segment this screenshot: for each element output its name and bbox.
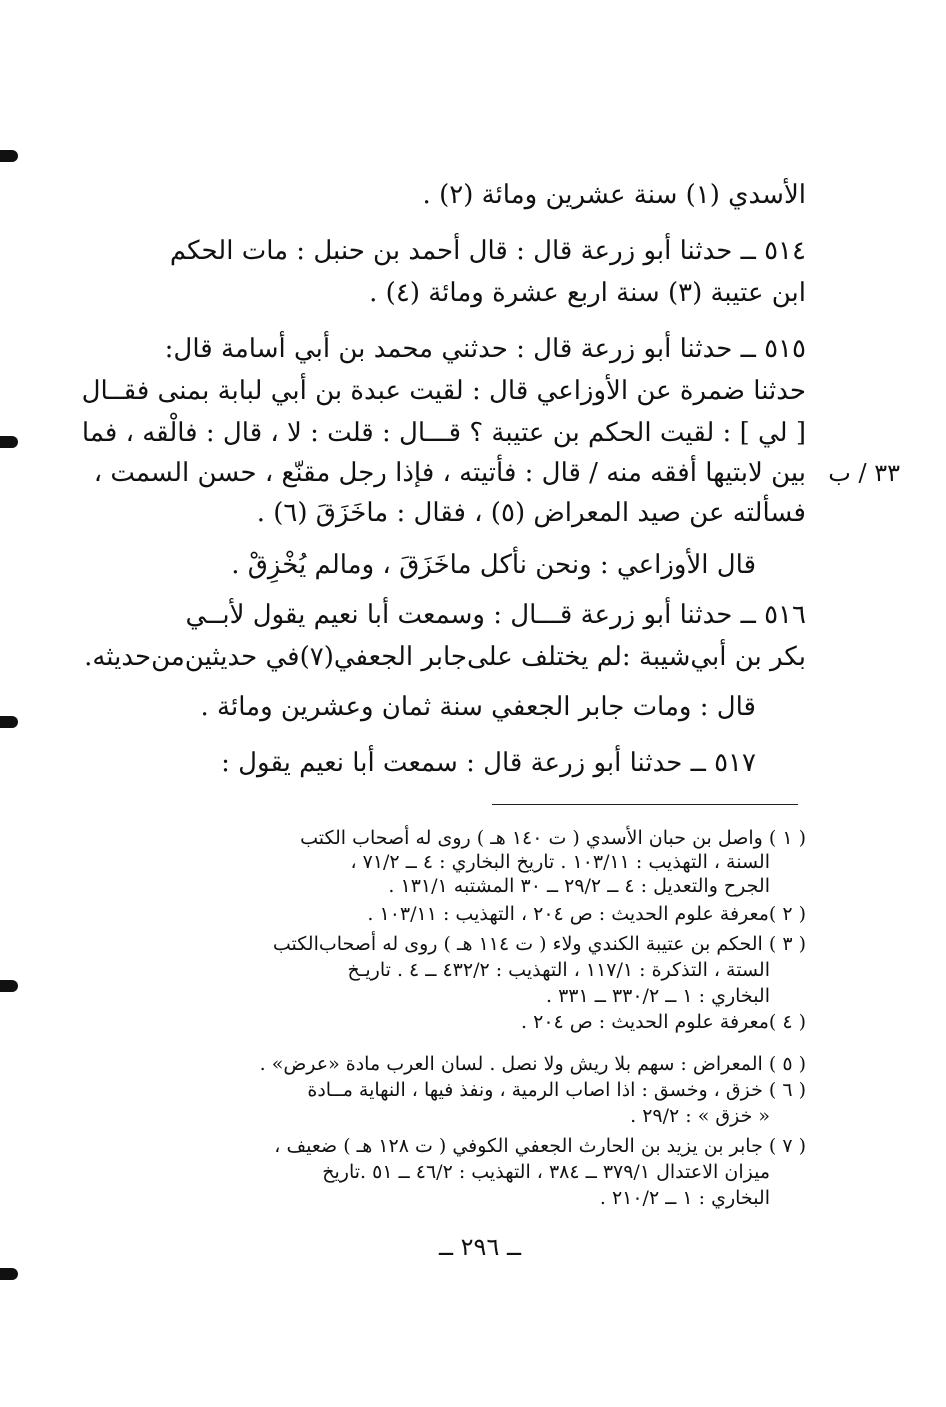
- body-line: قال : ومات جابر الجعفي سنة ثمان وعشرين ومائة .: [200, 692, 756, 722]
- page-number: ــ ٢٩٦ ــ: [438, 1233, 522, 1261]
- scan-edge-mark: [0, 1268, 18, 1280]
- footnote-line: البخاري : ١ ــ ٢١٠/٢ .: [599, 1187, 770, 1209]
- manuscript-folio-note: ٣٣ / ب: [828, 459, 900, 487]
- body-line: حدثنا ضمرة عن الأوزاعي قال : لقيت عبدة بن أبي لبابة بمنى فقــال: [81, 376, 806, 406]
- footnote-line: ( ٦ ) خزق ، وخسق : اذا اصاب الرمية ، ونفذ فيها ، النهاية مــادة: [307, 1079, 806, 1101]
- footnote-line: ميزان الاعتدال ٣٧٩/١ ــ ٣٨٤ ، التهذيب : ٤٦/٢ ــ ٥١ .تاريخ: [322, 1161, 770, 1183]
- body-line: ٥١٧ ــ حدثنا أبو زرعة قال : سمعت أبا نعيم يقول :: [221, 748, 756, 778]
- scan-edge-mark: [0, 150, 18, 162]
- body-line: ٥١٦ ــ حدثنا أبو زرعة قـــال : وسمعت أبا نعيم يقول لأبــي: [185, 600, 806, 630]
- footnote-separator: [492, 804, 798, 805]
- footnote-line: ( ٥ ) المعراض : سهم بلا ريش ولا نصل . لسان العرب مادة «عرض» .: [259, 1053, 806, 1075]
- body-line: [ لي ] : لقيت الحكم بن عتيبة ؟ قـــال : قلت : لا ، قال : فالْقه ، فما: [81, 418, 806, 448]
- body-line: بكر بن أبي‌شيبة :لم يختلف على‌جابر الجعفي(٧)في حديثين‌من‌حديثه.: [84, 642, 806, 672]
- body-line: فسألته عن صيد المعراض (٥) ، فقال : ماخَزَقَ (٦) .: [256, 498, 806, 528]
- footnote-line: الجرح والتعديل : ٤ ــ ٢٩/٢ ــ ٣٠ المشتبه ١٣١/١ .: [388, 875, 770, 897]
- body-line: ابن عتيبة (٣) سنة اربع عشرة ومائة (٤) .: [369, 278, 806, 308]
- footnote-line: البخاري : ١ ــ ٣٣٠/٢ ــ ٣٣١ .: [546, 985, 770, 1007]
- scan-edge-mark: [0, 980, 18, 992]
- scan-edge-mark: [0, 716, 18, 728]
- footnote-line: السنة ، التهذيب : ١٠٣/١١ . تاريخ البخاري : ٤ ــ ٧١/٢ ،: [350, 851, 770, 873]
- footnote-line: ( ٧ ) جابر بن يزيد بن الحارث الجعفي الكوفي ( ت ١٢٨ هـ ) ضعيف ،: [274, 1135, 806, 1157]
- footnote-line: الستة ، التذكرة : ١١٧/١ ، التهذيب : ٤٣٢/٢ ــ ٤ . تاريـخ: [347, 959, 770, 981]
- body-line: ٥١٤ ــ حدثنا أبو زرعة قال : قال أحمد بن حنبل : مات الحكم: [169, 236, 806, 266]
- body-line: ٥١٥ ــ حدثنا أبو زرعة قال : حدثني محمد بن أبي أسامة قال:: [164, 334, 806, 364]
- footnote-line: ( ٤ )معرفة علوم الحديث : ص ٢٠٤ .: [521, 1011, 806, 1033]
- body-line: قال الأوزاعي : ونحن نأكل ماخَزَقَ ، ومالم يُخْزِقْ .: [231, 550, 756, 580]
- footnote-line: « خزق » : ٢٩/٢ .: [630, 1105, 770, 1127]
- body-line: بين لابتيها أفقه منه / قال : فأتيته ، فإذا رجل مقنّع ، حسن السمت ،: [93, 458, 806, 488]
- footnote-line: ( ١ ) واصل بن حبان الأسدي ( ت ١٤٠ هـ ) روى له أصحاب الكتب: [300, 827, 806, 849]
- scan-edge-mark: [0, 436, 18, 448]
- footnote-line: ( ٣ ) الحكم بن عتيبة الكندي ولاء ( ت ١١٤ هـ ) روى له أصحاب‌الكتب: [272, 933, 806, 955]
- body-line: الأسدي (١) سنة عشرين ومائة (٢) .: [422, 180, 806, 210]
- footnote-line: ( ٢ )معرفة علوم الحديث : ص ٢٠٤ ، التهذيب : ١٠٣/١١ .: [367, 903, 806, 925]
